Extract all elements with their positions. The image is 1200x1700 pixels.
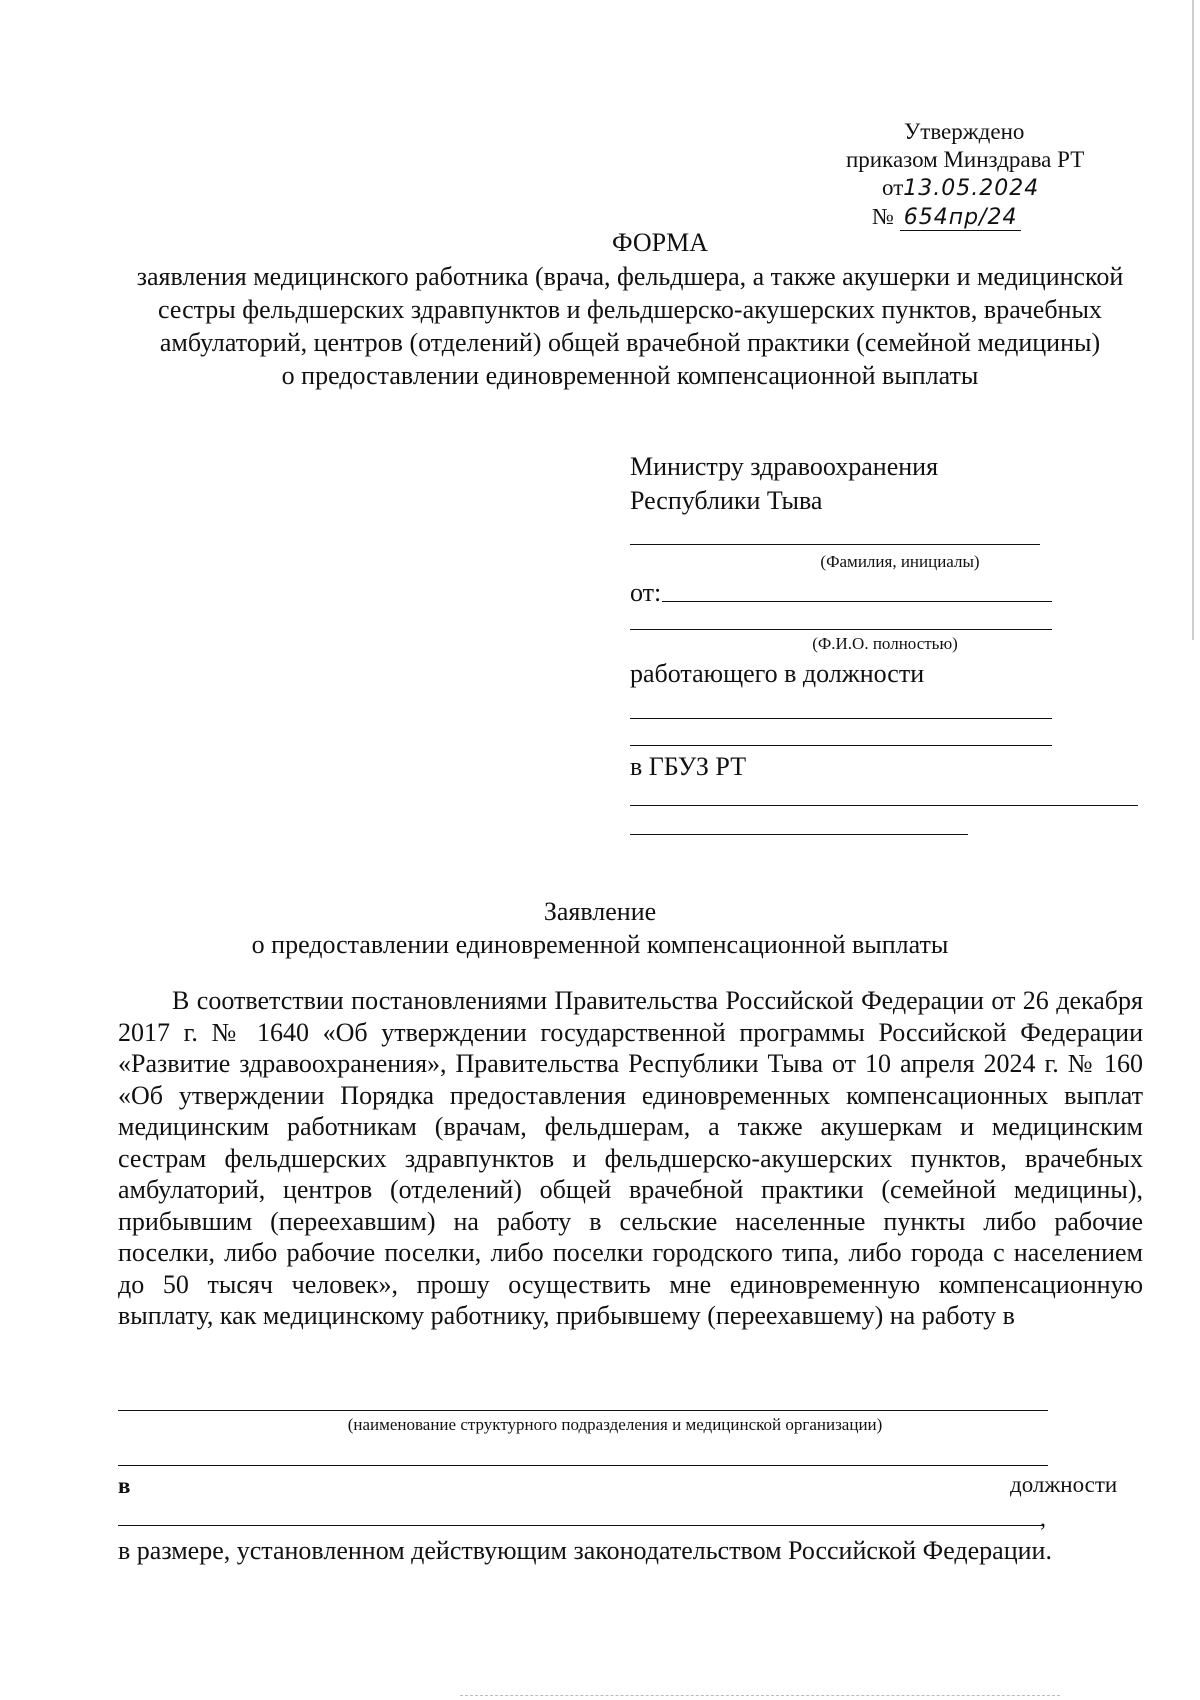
from-label: от: [630,578,662,607]
org-name-line-2[interactable] [118,1465,1048,1466]
approval-line-order: приказом Минздрава РТ [846,147,1085,172]
org-line-1[interactable] [630,805,1138,806]
form-title: ФОРМА [612,228,708,257]
approval-line-approved: Утверждено [904,119,1025,144]
position-label: работающего в должности [630,659,925,688]
form-subject: о предоставлении единовременной компенсационной выплаты [281,361,979,390]
position-line-2[interactable] [630,745,1052,746]
approval-date-value: 13.05.2024 [903,176,1040,201]
approval-number [846,203,1096,232]
scan-edge-mark [1192,0,1194,640]
form-description [120,260,1140,392]
approval-date-prefix: от [882,175,904,200]
caption-name: (Фамилия, инициалы) [820,552,980,571]
addressee-line1: Министру здравоохранения [630,452,939,481]
org-line-2[interactable] [630,834,968,835]
approval-date [846,174,1096,203]
statement-body [118,985,1143,1332]
bottom-scan-dash [460,1695,1060,1696]
org-name-line[interactable] [118,1410,1048,1411]
in-label: в [118,1473,131,1498]
fullname-line[interactable] [630,629,1052,630]
caption-fullname: (Ф.И.О. полностью) [812,634,958,653]
statement-title: Заявление [543,897,657,926]
approval-block [846,118,1096,232]
closing-text: в размере, установленном действующим законодательством Российской Федерации. [118,1536,1052,1565]
caption-org: (наименование структурного подразделения и медицинской организации) [347,1415,883,1434]
statement-body-text: В соответствии постановлениями Правительства Российской Федерации от 26 декабря 2017 г. № 1640 «Об утверждении государственной программы Российской Федерации «Развитие здравоохранения», Правительства Республики Тыва от 10 апреля 2024 г. № 160 «Об утверждении Порядка предоставления единовременных компенсационных выплат медицинским работникам (врачам, фельдшерам, а также акушеркам и медицинским сестрам фельдшерских здравпунктов и фельдшерско-акушерских пунктов, врачебных амбулаторий, центров (отделений) общей врачебной практики (семейной медицины), прибывшим (переехавшим) на работу в сельские населенные пункты либо рабочие поселки, либо рабочие поселки, либо поселки городского типа, либо города с населением до 50 тысяч человек», прошу осуществить мне единовременную компенсационную выплату, как медицинскому работнику, прибывшему (переехавшему) на работу в [118,986,1143,1330]
comma: , [1040,1506,1046,1532]
position-line-1[interactable] [630,718,1052,719]
approval-number-prefix: № [872,204,894,229]
approval-number-value: 654пр/24 [900,205,1022,231]
minister-name-line[interactable] [630,544,1040,545]
org-label: в ГБУЗ РТ [630,752,747,781]
addressee-line2: Республики Тыва [630,486,823,515]
from-line[interactable] [662,601,1052,602]
form-description-text: заявления медицинского работника (врача, фельдшера, а также акушерки и медицинской сестры фельдшерских здравпунктов и фельдшерско-акушерских пунктов, врачебных амбулаторий, центров (отделений) общей врачебной практики (семейной медицины) [136,262,1124,357]
position-word: должности [1010,1472,1118,1497]
position-line-statement[interactable] [118,1525,1043,1526]
statement-subtitle: о предоставлении единовременной компенсационной выплаты [251,930,949,959]
